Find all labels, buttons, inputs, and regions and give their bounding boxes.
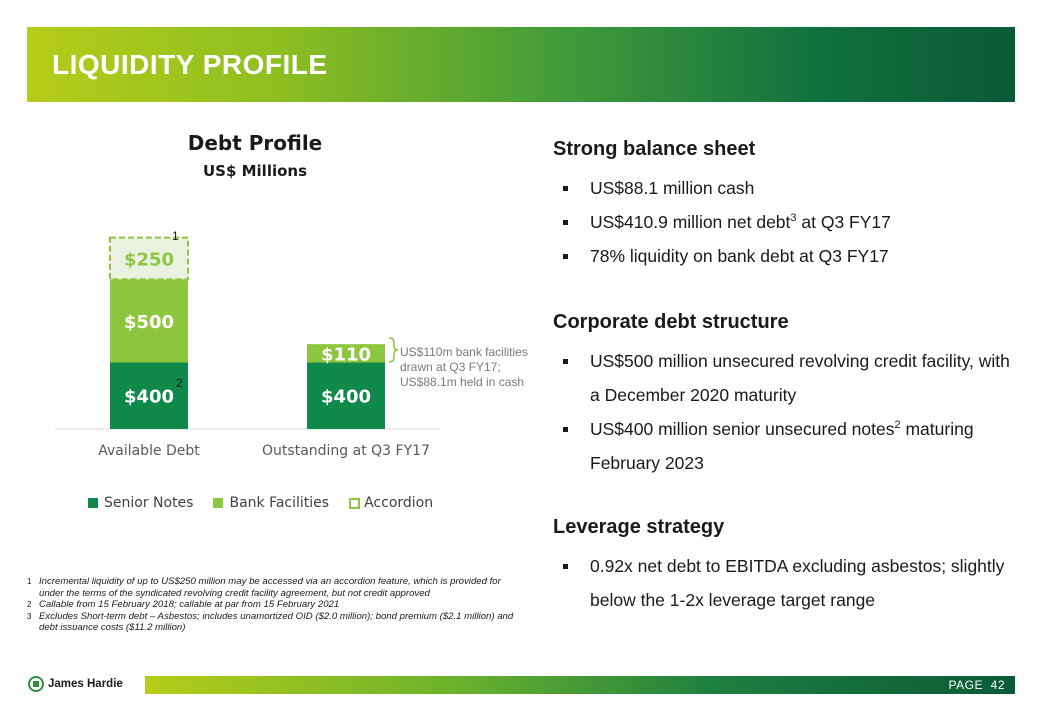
chart-legend (88, 494, 453, 512)
category-label: Outstanding at Q3 FY17 (262, 443, 430, 459)
logo-text: James Hardie (48, 678, 123, 690)
footnote-number: 2 (27, 600, 32, 609)
footnote (27, 611, 522, 634)
legend-swatch (88, 498, 98, 508)
annotation-line: US$88.1m held in cash (400, 375, 525, 389)
category-label: Available Debt (98, 443, 200, 459)
legend-label: Bank Facilities (229, 495, 330, 511)
chart-annotation (400, 345, 540, 390)
bar-label: $250 (123, 249, 175, 271)
footnote-ref: 3 (790, 212, 797, 225)
bullet-item: 78% liquidity on bank debt at Q3 FY17 (553, 239, 1023, 273)
annotation-line: US$110m bank facilities (400, 345, 528, 359)
section-heading: Strong balance sheet (553, 138, 756, 160)
bullet-item (553, 205, 1023, 239)
footnote-number: 1 (27, 577, 32, 586)
footnote (27, 576, 522, 599)
section-leverage (553, 516, 1023, 617)
company-logo (28, 676, 123, 692)
footnote (27, 599, 522, 611)
bullet-item: US$500 million unsecured revolving credit facility, with a December 2020 maturity (553, 344, 1023, 412)
footnotes (27, 576, 522, 634)
section-heading: Leverage strategy (553, 516, 725, 538)
page-label-text: PAGE (948, 678, 983, 692)
bullet-text: maturing February 2023 (590, 419, 974, 473)
footnote-text: Incremental liquidity of up to US$250 million may be accessed via an accordion feature, which is provided for under the terms of the syndicated revolving credit facility agreement, but not credit approved (39, 576, 501, 599)
bullet-list (553, 549, 1023, 617)
bar-label: $500 (123, 311, 175, 333)
bar-label: $400 (123, 386, 175, 408)
key-points-panel (553, 138, 1023, 617)
legend-label: Senior Notes (104, 495, 194, 511)
bullet-text: at Q3 FY17 (796, 212, 891, 232)
section-balance-sheet (553, 138, 1023, 273)
page-number (949, 678, 1006, 692)
section-corporate-debt (553, 311, 1023, 480)
legend-label: Accordion (364, 495, 434, 511)
footnote-text: Callable from 15 February 2018; callable at par from 15 February 2021 (39, 599, 340, 610)
footnote-text: Excludes Short-term debt – Asbestos; includes unamortized OID ($2.0 million); bond premium ($2.1 million) and debt issuance costs ($11.2 million) (39, 610, 514, 633)
section-heading: Corporate debt structure (553, 311, 789, 333)
page-title: LIQUIDITY PROFILE (52, 49, 328, 80)
annotation-brace (389, 338, 398, 362)
bar-footnote-ref: 2 (176, 376, 183, 390)
chart-subtitle: US$ Millions (202, 162, 308, 180)
chart-title: Debt Profile (187, 131, 323, 155)
bullet-list (553, 171, 1023, 273)
footer-bar (145, 676, 1015, 694)
legend-swatch (213, 498, 223, 508)
logo-icon (28, 676, 44, 692)
footnote-ref: 2 (894, 419, 901, 432)
bar-footnote-ref: 1 (172, 229, 179, 243)
bullet-list (553, 344, 1023, 480)
legend-item-senior-notes (88, 495, 193, 511)
bullet-text: US$410.9 million net debt (590, 212, 791, 232)
legend-swatch (349, 498, 360, 509)
bar-label: $400 (320, 386, 372, 408)
bullet-item: US$88.1 million cash (553, 171, 1023, 205)
bullet-item: 0.92x net debt to EBITDA excluding asbestos; slightly below the 1-2x leverage target range (553, 549, 1023, 617)
legend-item-bank-facilities (213, 495, 329, 511)
footnote-number: 3 (27, 611, 32, 621)
bullet-text: US$400 million senior unsecured notes (590, 419, 895, 439)
debt-profile-chart (0, 0, 560, 480)
bullet-item (553, 412, 1023, 480)
legend-item-accordion (349, 495, 433, 511)
bar-label: $110 (320, 344, 372, 366)
annotation-line: drawn at Q3 FY17; (400, 360, 501, 374)
page-number-value: 42 (990, 678, 1005, 692)
